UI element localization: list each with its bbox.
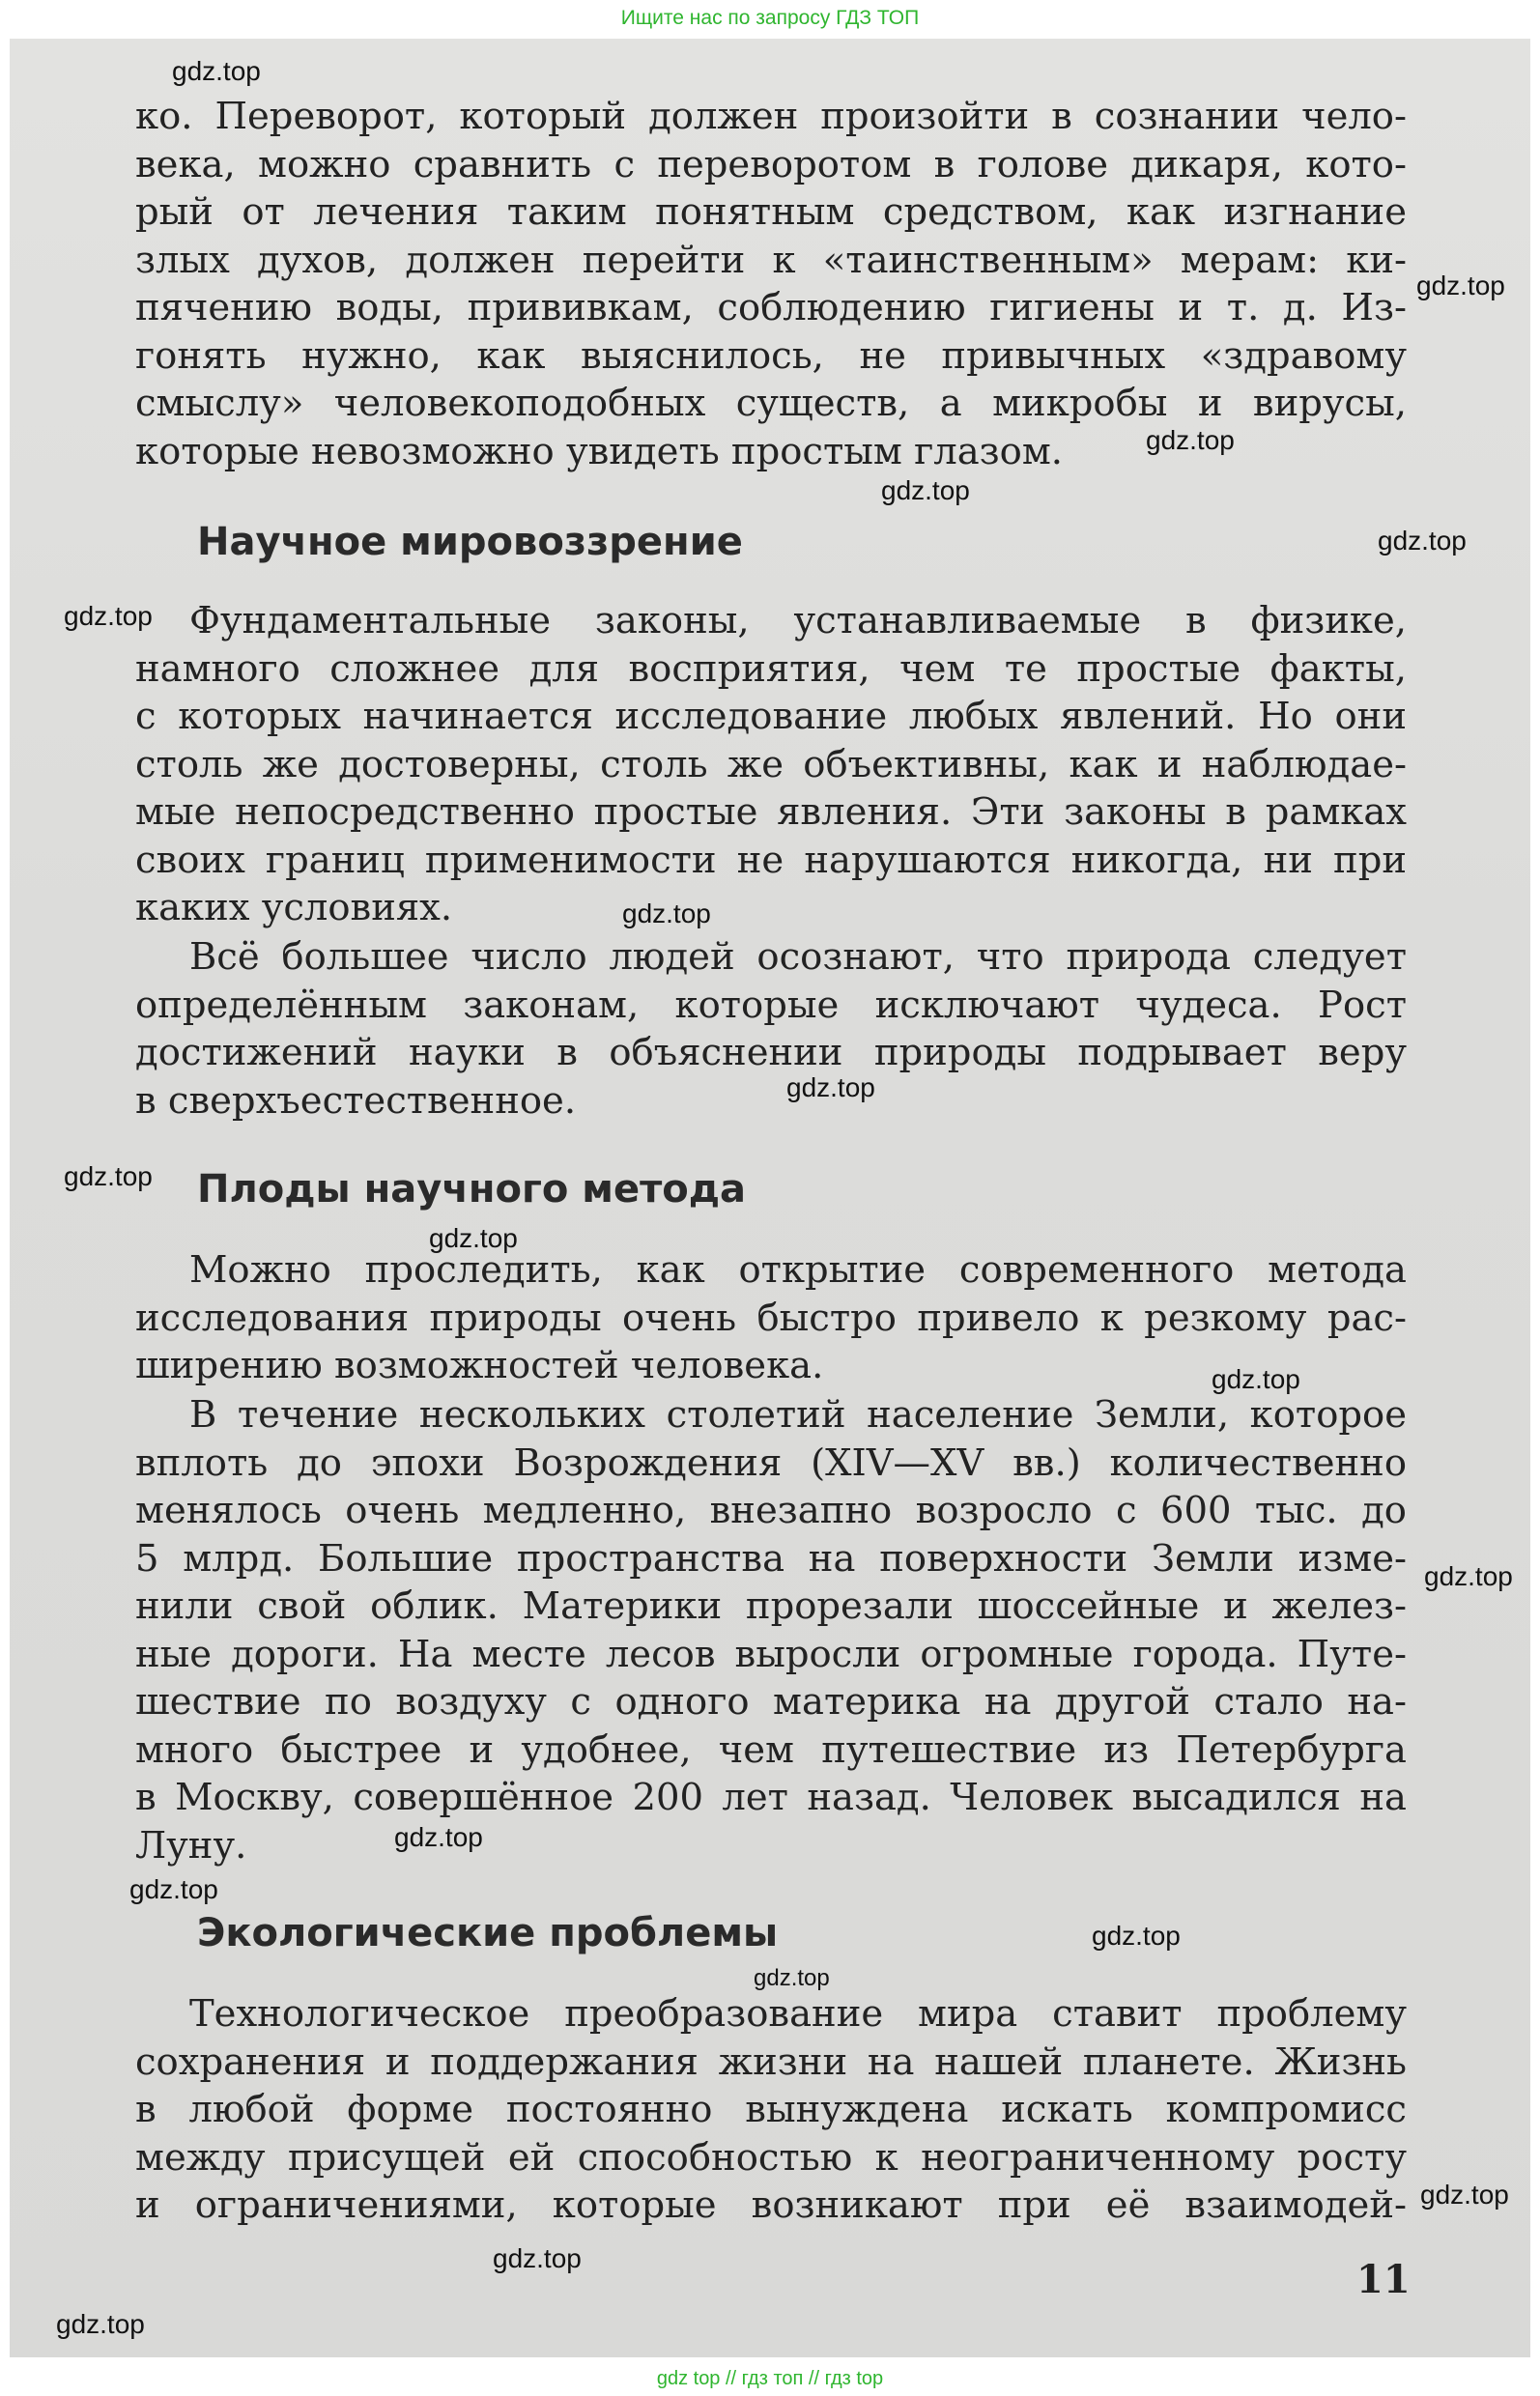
watermark-text: gdz.top [1416, 271, 1505, 300]
text-line: нили свой облик. Материки прорезали шоссейные и желез- [135, 1584, 1407, 1628]
text-line: рый от лечения таким понятным средством, как изгнание [135, 190, 1407, 234]
text-line: своих границ применимости не нарушаются никогда, ни при [135, 838, 1407, 882]
watermark-text: gdz.top [64, 1161, 153, 1191]
watermark-text: gdz.top [754, 1965, 830, 1991]
text-line: намного сложнее для восприятия, чем те простые факты, [135, 646, 1407, 691]
text-line: века, можно сравнить с переворотом в голове дикаря, кото- [135, 142, 1407, 186]
section-heading: Плоды научного метода [197, 1167, 747, 1212]
watermark-text: gdz.top [493, 2243, 582, 2273]
watermark-text: gdz.top [172, 56, 261, 86]
text-line: в Москву, совершённое 200 лет назад. Человек высадился на [135, 1776, 1407, 1819]
text-line: смыслу» человекоподобных существ, а микробы и вирусы, [135, 382, 1407, 425]
text-line: ко. Переворот, который должен произойти в сознании чело- [135, 95, 1407, 138]
text-line: столь же достоверны, столь же объективны, как и наблюдае- [135, 742, 1407, 786]
text-line: Можно проследить, как открытие современного метода [189, 1248, 1407, 1292]
text-line: менялось очень медленно, внезапно возросло с 600 тыс. до [135, 1489, 1407, 1532]
watermark-text: gdz.top [1420, 2180, 1509, 2210]
text-line: много быстрее и удобнее, чем путешествие из Петербурга [135, 1727, 1407, 1772]
text-line: исследования природы очень быстро привело к резкому рас- [135, 1296, 1407, 1340]
text-line: в сверхъестественное. [135, 1078, 577, 1123]
text-line: мые непосредственно простые явления. Эти законы в рамках [135, 790, 1407, 834]
text-line: сохранения и поддержания жизни на нашей планете. Жизнь [135, 2039, 1407, 2084]
text-line: Технологическое преобразование мира ставит проблему [189, 1992, 1407, 2036]
watermark-text: gdz.top [1092, 1921, 1181, 1951]
text-line: Луну. [135, 1823, 247, 1868]
paragraph-2 [135, 597, 1407, 932]
text-line: Всё большее число людей осознают, что природа следует [189, 935, 1407, 979]
watermark-text: gdz.top [1424, 1561, 1513, 1591]
text-line: определённым законам, которые исключают чудеса. Рост [135, 983, 1407, 1027]
text-line: вплоть до эпохи Возрождения (XIV—XV вв.) количественно [135, 1440, 1407, 1485]
section-heading: Научное мировоззрение [197, 520, 743, 564]
watermark-text: gdz.top [429, 1223, 518, 1253]
watermark-text: gdz.top [881, 475, 970, 505]
paragraph-1 [135, 93, 1407, 475]
text-line: между присущей ей способностью к неограниченному росту [135, 2135, 1407, 2180]
watermark-text: gdz.top [1146, 425, 1235, 455]
page-number: 11 [1356, 2257, 1411, 2302]
bottom-banner[interactable]: gdz top // гдз топ // гдз top [0, 2361, 1540, 2396]
watermark-text: gdz.top [1378, 526, 1467, 556]
text-line: с которых начинается исследование любых явлений. Но они [135, 695, 1407, 738]
text-line: 5 млрд. Большие пространства на поверхности Земли изме- [135, 1536, 1407, 1581]
text-line: которые невозможно увидеть простым глазом. [135, 429, 1064, 473]
text-line: достижений науки в объяснении природы подрывает веру [135, 1031, 1407, 1074]
text-line: пячению воды, прививкам, соблюдению гигиены и т. д. Из- [135, 286, 1407, 329]
text-line: в любой форме постоянно вынуждена искать компромисс [135, 2088, 1407, 2131]
watermark-text: gdz.top [786, 1072, 875, 1102]
watermark-text: gdz.top [1212, 1364, 1300, 1394]
paragraph-6 [135, 1990, 1407, 2230]
watermark-text: gdz.top [64, 601, 153, 631]
text-line: ширению возможностей человека. [135, 1344, 824, 1387]
text-line: В течение нескольких столетий население Земли, которое [189, 1393, 1407, 1437]
text-line: и ограничениями, которые возникают при её взаимодей- [135, 2183, 1407, 2227]
text-line: каких условиях. [135, 886, 453, 929]
text-line: гонять нужно, как выяснилось, не привычных «здравому [135, 333, 1407, 378]
top-banner[interactable]: Ищите нас по запросу ГДЗ ТОП [620, 7, 920, 29]
paragraph-3 [135, 933, 1407, 1125]
text-line: злых духов, должен перейти к «таинственным» мерам: ки- [135, 238, 1407, 282]
text-line: ные дороги. На месте лесов выросли огромные города. Путе- [135, 1632, 1407, 1676]
watermark-text: gdz.top [129, 1874, 218, 1904]
paragraph-5 [135, 1391, 1407, 1869]
text-line: шествие по воздуху с одного материка на другой стало на- [135, 1680, 1407, 1724]
watermark-text: gdz.top [622, 898, 711, 928]
text-line: Фундаментальные законы, устанавливаемые в физике, [189, 599, 1407, 642]
watermark-text: gdz.top [394, 1822, 483, 1852]
section-heading: Экологические проблемы [197, 1911, 779, 1955]
watermark-text: gdz.top [56, 2309, 145, 2339]
